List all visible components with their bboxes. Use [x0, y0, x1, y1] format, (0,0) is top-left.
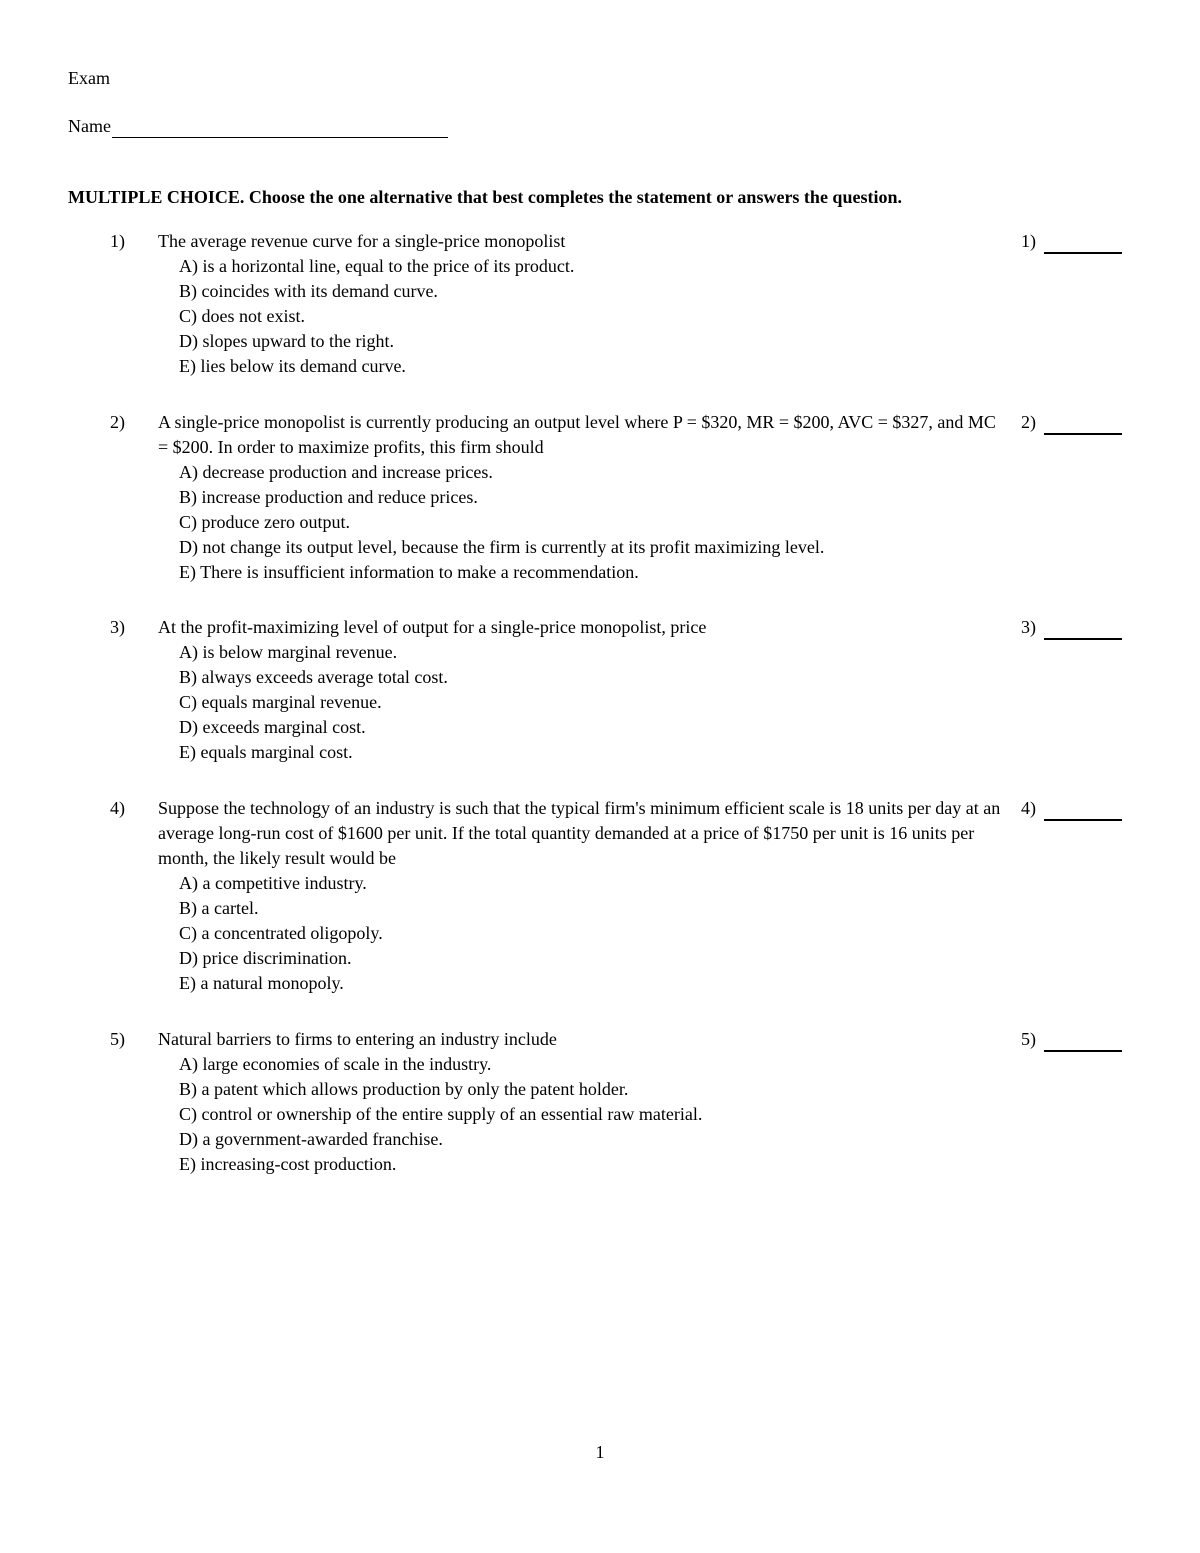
answer-label: 5): [1021, 1029, 1036, 1049]
answer-slot[interactable]: [1021, 615, 1122, 640]
answer-slot[interactable]: [1021, 796, 1122, 821]
answer-blank-line[interactable]: [1044, 623, 1122, 640]
option-e[interactable]: E) equals marginal cost.: [179, 742, 353, 762]
answer-slot[interactable]: [1021, 1027, 1122, 1052]
option-d[interactable]: D) not change its output level, because the firm is currently at its profit maximizing level.: [179, 537, 825, 557]
option-list: [179, 871, 383, 996]
option-e[interactable]: E) a natural monopoly.: [179, 973, 344, 993]
question-text: Suppose the technology of an industry is such that the typical firm's minimum efficient scale is 18 units per day at an average long-run cost of $1600 per unit. If the total quantity demanded at a price of $1750 per unit is 16 units per month, the likely result would be: [158, 798, 1001, 868]
answer-blank-line[interactable]: [1044, 237, 1122, 254]
question-text: The average revenue curve for a single-price monopolist: [158, 231, 566, 251]
answer-blank-line[interactable]: [1044, 1035, 1122, 1052]
option-list: [179, 1052, 702, 1177]
option-b[interactable]: B) always exceeds average total cost.: [179, 667, 448, 687]
question-stem: [110, 229, 1004, 254]
option-c[interactable]: C) control or ownership of the entire supply of an essential raw material.: [179, 1104, 703, 1124]
name-label: Name: [68, 116, 111, 136]
option-c[interactable]: C) a concentrated oligopoly.: [179, 923, 383, 943]
option-list: [179, 640, 448, 765]
answer-label: 3): [1021, 617, 1036, 637]
answer-blank-line[interactable]: [1044, 804, 1122, 821]
option-b[interactable]: B) a cartel.: [179, 898, 259, 918]
option-b[interactable]: B) a patent which allows production by only the patent holder.: [179, 1079, 629, 1099]
question-number: 3): [110, 617, 125, 637]
answer-slot[interactable]: [1021, 229, 1122, 254]
question-text: Natural barriers to firms to entering an industry include: [158, 1029, 557, 1049]
exam-title: Exam: [68, 68, 110, 88]
option-a[interactable]: A) is a horizontal line, equal to the price of its product.: [179, 256, 575, 276]
question-stem: [110, 796, 1004, 871]
question-number: 1): [110, 231, 125, 251]
option-list: [179, 254, 574, 379]
page-number: 1: [595, 1442, 605, 1462]
name-blank-line[interactable]: [112, 117, 448, 138]
option-c[interactable]: C) equals marginal revenue.: [179, 692, 382, 712]
option-b[interactable]: B) coincides with its demand curve.: [179, 281, 438, 301]
option-e[interactable]: E) increasing-cost production.: [179, 1154, 397, 1174]
option-a[interactable]: A) decrease production and increase prices.: [179, 462, 493, 482]
question-stem: [110, 410, 1004, 460]
question-stem: [110, 615, 1004, 640]
instructions-heading: MULTIPLE CHOICE. Choose the one alternative that best completes the statement or answers the question.: [68, 187, 902, 207]
question-text: At the profit-maximizing level of output for a single-price monopolist, price: [158, 617, 707, 637]
option-e[interactable]: E) There is insufficient information to make a recommendation.: [179, 562, 639, 582]
question-number: 4): [110, 798, 125, 818]
option-d[interactable]: D) slopes upward to the right.: [179, 331, 394, 351]
answer-label: 2): [1021, 412, 1036, 432]
answer-label: 4): [1021, 798, 1036, 818]
option-d[interactable]: D) price discrimination.: [179, 948, 352, 968]
option-e[interactable]: E) lies below its demand curve.: [179, 356, 406, 376]
option-a[interactable]: A) large economies of scale in the industry.: [179, 1054, 492, 1074]
question-text: A single-price monopolist is currently producing an output level where P = $320, MR = $200, AVC = $327, and MC = $200. In order to maximize profits, this firm should: [158, 412, 996, 457]
answer-blank-line[interactable]: [1044, 418, 1122, 435]
question-number: 5): [110, 1029, 125, 1049]
option-c[interactable]: C) produce zero output.: [179, 512, 350, 532]
option-c[interactable]: C) does not exist.: [179, 306, 305, 326]
option-a[interactable]: A) a competitive industry.: [179, 873, 367, 893]
answer-label: 1): [1021, 231, 1036, 251]
option-a[interactable]: A) is below marginal revenue.: [179, 642, 398, 662]
question-number: 2): [110, 412, 125, 432]
answer-slot[interactable]: [1021, 410, 1122, 435]
question-stem: [110, 1027, 1004, 1052]
option-d[interactable]: D) exceeds marginal cost.: [179, 717, 366, 737]
option-d[interactable]: D) a government-awarded franchise.: [179, 1129, 443, 1149]
name-field[interactable]: [68, 114, 448, 138]
option-list: [179, 460, 824, 585]
option-b[interactable]: B) increase production and reduce prices.: [179, 487, 478, 507]
